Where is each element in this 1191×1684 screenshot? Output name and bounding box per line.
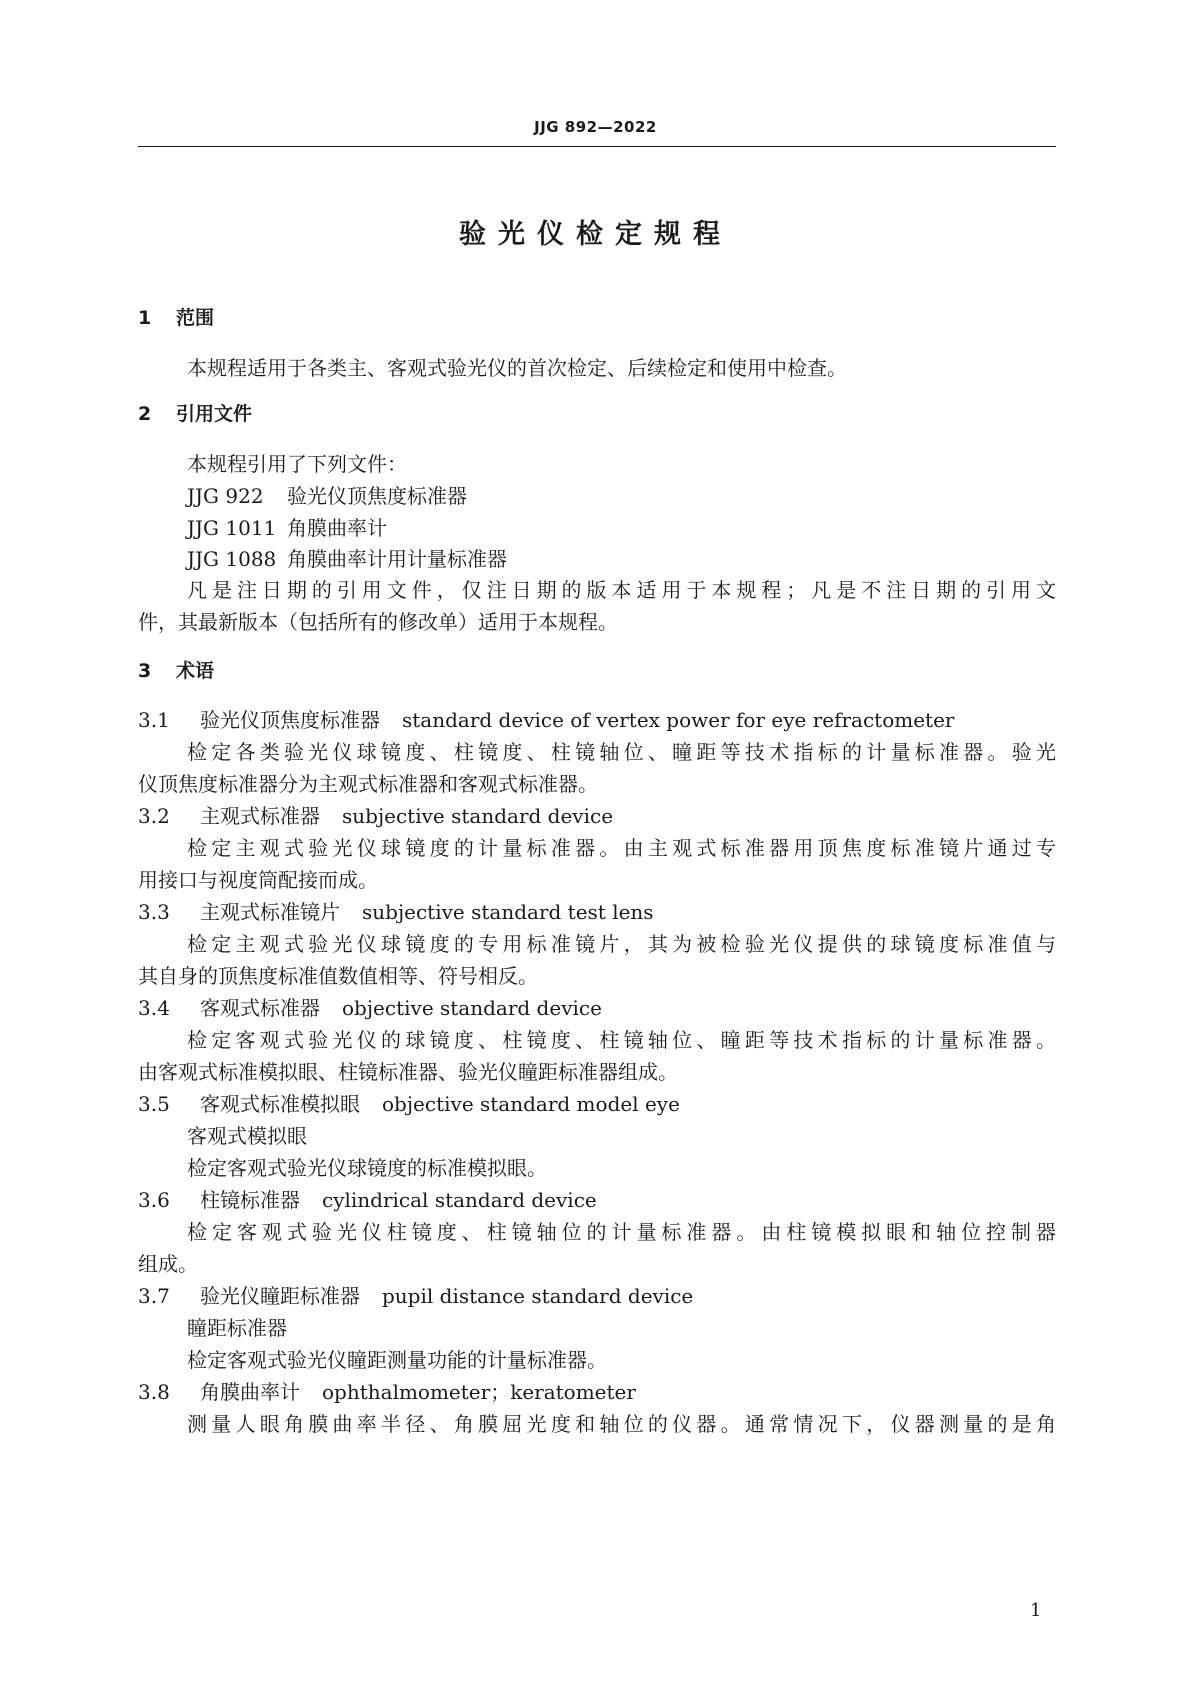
term-3-2 bbox=[138, 800, 613, 829]
term-number: 3.5 bbox=[138, 1092, 170, 1116]
term-english: pupil distance standard device bbox=[382, 1284, 694, 1308]
section-number: 2 bbox=[138, 403, 152, 425]
references-note-line-1: 凡是注日期的引用文件，仅注日期的版本适用于本规程；凡是不注日期的引用文 bbox=[187, 578, 1056, 602]
term-3-3-definition-line-1: 检定主观式验光仪球镜度的专用标准镜片，其为被检验光仪提供的球镜度标准值与 bbox=[187, 932, 1056, 956]
term-english: standard device of vertex power for eye refractometer bbox=[402, 708, 955, 732]
term-chinese: 客观式标准模拟眼 bbox=[200, 1092, 360, 1116]
term-3-5-alternative: 客观式模拟眼 bbox=[187, 1124, 307, 1148]
reference-code: JJG 1088 bbox=[187, 547, 277, 571]
document-code-header: JJG 892—2022 bbox=[534, 118, 657, 136]
term-3-5-definition-line-1: 检定客观式验光仪球镜度的标准模拟眼。 bbox=[187, 1156, 547, 1180]
section-3-heading bbox=[138, 656, 214, 683]
reference-name: 角膜曲率计 bbox=[287, 516, 387, 540]
section-title: 范围 bbox=[176, 307, 215, 329]
term-3-5 bbox=[138, 1088, 680, 1117]
term-3-3 bbox=[138, 896, 654, 925]
term-number: 3.8 bbox=[138, 1380, 170, 1404]
term-3-6 bbox=[138, 1184, 597, 1213]
term-chinese: 验光仪瞳距标准器 bbox=[200, 1284, 360, 1308]
section-title: 引用文件 bbox=[176, 403, 253, 425]
section-number: 1 bbox=[138, 307, 152, 329]
term-english: cylindrical standard device bbox=[322, 1188, 597, 1212]
term-number: 3.7 bbox=[138, 1284, 170, 1308]
term-chinese: 主观式标准镜片 bbox=[200, 900, 340, 924]
term-3-1-definition-line-2: 仪顶焦度标准器分为主观式标准器和客观式标准器。 bbox=[138, 772, 598, 796]
reference-item bbox=[187, 543, 507, 572]
section-1-heading bbox=[138, 303, 214, 330]
reference-item bbox=[187, 480, 467, 509]
term-number: 3.4 bbox=[138, 996, 170, 1020]
section-2-heading bbox=[138, 399, 252, 426]
reference-code: JJG 1011 bbox=[187, 516, 277, 540]
term-3-3-definition-line-2: 其自身的顶焦度标准值数值相等、符号相反。 bbox=[138, 964, 538, 988]
section-1-body: 本规程适用于各类主、客观式验光仪的首次检定、后续检定和使用中检查。 bbox=[187, 356, 847, 380]
term-english: subjective standard device bbox=[342, 804, 614, 828]
term-number: 3.2 bbox=[138, 804, 170, 828]
term-3-7 bbox=[138, 1280, 693, 1309]
term-number: 3.3 bbox=[138, 900, 170, 924]
term-number: 3.1 bbox=[138, 708, 170, 732]
term-3-8 bbox=[138, 1376, 636, 1405]
reference-name: 验光仪顶焦度标准器 bbox=[287, 484, 467, 508]
term-3-6-definition-line-2: 组成。 bbox=[138, 1252, 198, 1276]
term-3-1 bbox=[138, 704, 955, 733]
term-english: subjective standard test lens bbox=[362, 900, 654, 924]
term-3-1-definition-line-1: 检定各类验光仪球镜度、柱镜度、柱镜轴位、瞳距等技术指标的计量标准器。验光 bbox=[187, 740, 1056, 764]
term-3-8-definition-line-1: 测量人眼角膜曲率半径、角膜屈光度和轴位的仪器。通常情况下，仪器测量的是角 bbox=[187, 1412, 1056, 1436]
page-title: 验光仪检定规程 bbox=[459, 219, 732, 250]
header-rule bbox=[138, 146, 1056, 147]
term-chinese: 客观式标准器 bbox=[200, 996, 320, 1020]
reference-item bbox=[187, 512, 387, 541]
term-3-7-alternative: 瞳距标准器 bbox=[187, 1316, 287, 1340]
term-chinese: 角膜曲率计 bbox=[200, 1380, 300, 1404]
term-3-6-definition-line-1: 检定客观式验光仪柱镜度、柱镜轴位的计量标准器。由柱镜模拟眼和轴位控制器 bbox=[187, 1220, 1056, 1244]
term-3-4-definition-line-1: 检定客观式验光仪的球镜度、柱镜度、柱镜轴位、瞳距等技术指标的计量标准器。 bbox=[187, 1028, 1056, 1052]
term-3-4-definition-line-2: 由客观式标准模拟眼、柱镜标准器、验光仪瞳距标准器组成。 bbox=[138, 1060, 678, 1084]
term-english: objective standard model eye bbox=[382, 1092, 680, 1116]
term-3-2-definition-line-2: 用接口与视度筒配接而成。 bbox=[138, 868, 378, 892]
reference-code: JJG 922 bbox=[187, 484, 264, 508]
term-chinese: 柱镜标准器 bbox=[200, 1188, 300, 1212]
term-english: objective standard device bbox=[342, 996, 602, 1020]
section-number: 3 bbox=[138, 660, 152, 682]
term-chinese: 验光仪顶焦度标准器 bbox=[200, 708, 380, 732]
term-english: ophthalmometer；keratometer bbox=[322, 1380, 636, 1404]
term-3-4 bbox=[138, 992, 602, 1021]
term-chinese: 主观式标准器 bbox=[200, 804, 320, 828]
page-number: 1 bbox=[1030, 1600, 1042, 1621]
reference-name: 角膜曲率计用计量标准器 bbox=[287, 547, 507, 571]
term-3-7-definition-line-1: 检定客观式验光仪瞳距测量功能的计量标准器。 bbox=[187, 1348, 607, 1372]
section-title: 术语 bbox=[176, 660, 215, 682]
term-3-2-definition-line-1: 检定主观式验光仪球镜度的计量标准器。由主观式标准器用顶焦度标准镜片通过专 bbox=[187, 836, 1056, 860]
term-number: 3.6 bbox=[138, 1188, 170, 1212]
references-note-line-2: 件，其最新版本（包括所有的修改单）适用于本规程。 bbox=[138, 610, 618, 634]
references-intro: 本规程引用了下列文件： bbox=[187, 452, 407, 476]
